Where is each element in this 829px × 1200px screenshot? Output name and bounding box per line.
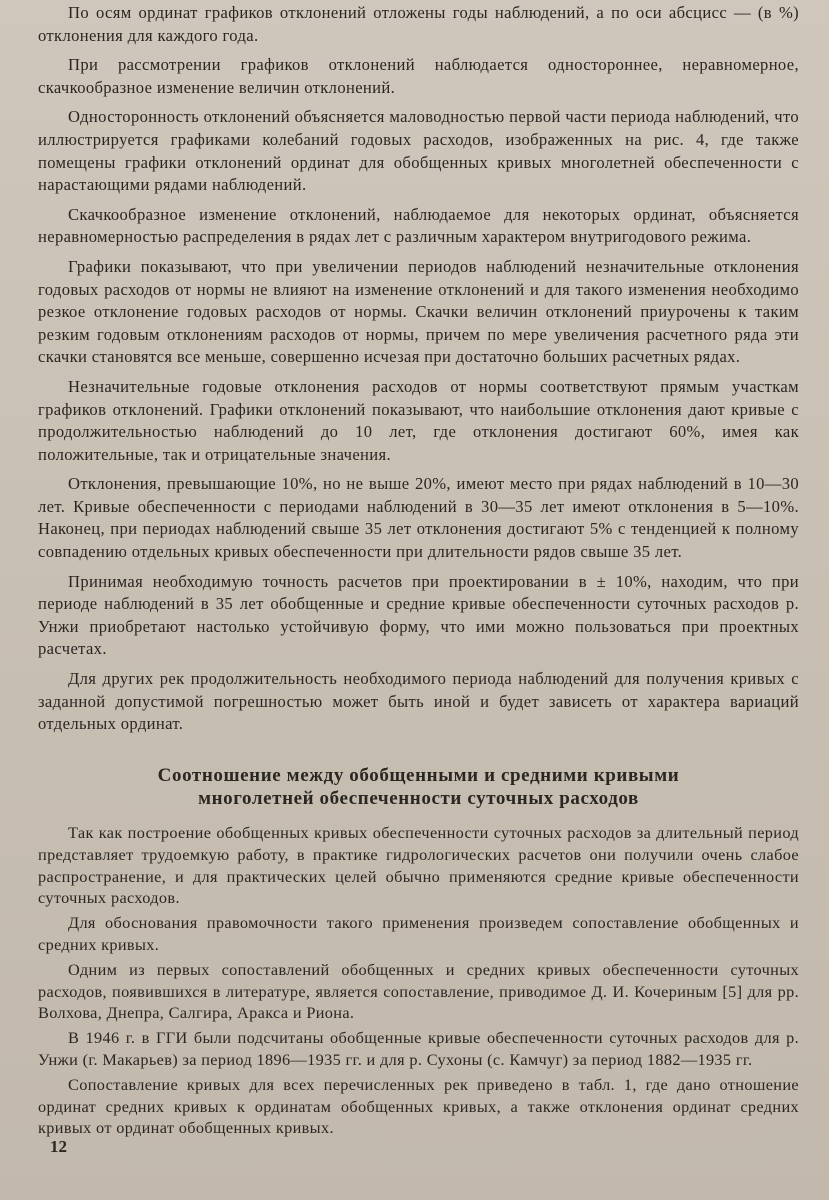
paragraph: Для обоснования правомочности такого применения произведем сопоставление обобщенных и средних кривых. bbox=[38, 913, 799, 954]
page-number: 12 bbox=[50, 1137, 67, 1156]
paragraph: Одним из первых сопоставлений обобщенных и средних кривых обеспеченности суточных расходов, появившихся в литературе, является сопоставление, приводимое Д. И. Кочериным [5] для рр. Волхова, Днепра, Салгира, Аракса и Риона. bbox=[38, 959, 799, 1023]
paragraph: Графики показывают, что при увеличении периодов наблюдений незначительные отклонения годовых расходов от нормы не влияют на изменение отклонений и для такого изменения необходимо резкое отклонение годовых расходов от нормы. Скачки величин отклонений приурочены к таким резким годовым отклонениям расходов от нормы, причем по мере увеличения расчетного ряда эти скачки становятся все меньше, совершенно исчезая при достаточно больших расчетных рядах. bbox=[38, 256, 799, 367]
paragraph: По осям ординат графиков отклонений отложены годы наблюдений, а по оси абсцисс — (в %) отклонения для каждого года. bbox=[38, 3, 799, 45]
paragraph: В 1946 г. в ГГИ были подсчитаны обобщенные кривые обеспеченности суточных расходов для р. Унжи (г. Макарьев) за период 1896—1935 гг. и для р. Сухоны (с. Камчуг) за период 1882—1935 гг. bbox=[38, 1028, 799, 1069]
section-comparison bbox=[38, 764, 799, 1142]
paragraph: Незначительные годовые отклонения расходов от нормы соответствуют прямым участкам графиков отклонений. Графики отклонений показывают, что наибольшие отклонения дают кривые с продолжительностью наблюдений до 10 лет, где отклонения достигают 60%, имея как положительные, так и отрицательные значения. bbox=[38, 376, 799, 464]
paragraph: Сопоставление кривых для всех перечисленных рек приведено в табл. 1, где дано отношение ординат средних кривых к ординатам обобщенных кривых, а также отклонения ординат средних кривых от ординат обобщенных кривых. bbox=[38, 1074, 799, 1138]
section-heading-line-1: Соотношение между обобщенными и средними кривыми bbox=[157, 765, 680, 786]
paragraph: Скачкообразное изменение отклонений, наблюдаемое для некоторых ординат, объясняется неравномерностью распределения в рядах лет с различным характером внутригодового режима. bbox=[38, 204, 799, 247]
paragraph: При рассмотрении графиков отклонений наблюдается одностороннее, неравномерное, скачкообразное изменение величин отклонений. bbox=[38, 55, 799, 97]
section-heading bbox=[38, 764, 799, 810]
paragraph: Принимая необходимую точность расчетов при проектировании в ± 10%, находим, что при периоде наблюдений в 35 лет обобщенные и средние кривые обеспеченности суточных расходов р. Унжи приобретают настолько устойчивую форму, что ими можно пользоваться при проектных расчетах. bbox=[38, 571, 799, 659]
paragraph: Отклонения, превышающие 10%, но не выше 20%, имеют место при рядах наблюдений в 10—30 лет. Кривые обеспеченности с периодами наблюдений в 30—35 лет имеют отклонения в 5—10%. Наконец, при периодах наблюдений свыше 35 лет отклонения достигают 5% с тенденцией к полному совпадению отдельных кривых обеспеченности при длительности рядов свыше 35 лет. bbox=[38, 474, 799, 562]
paragraph: Так как построение обобщенных кривых обеспеченности суточных расходов за длительный период представляет трудоемкую работу, в практике гидрологических расчетов они получили очень слабое распространение, и для практических целей обычно применяются средние кривые обеспеченности суточных расходов. bbox=[38, 823, 799, 908]
paragraph: Односторонность отклонений объясняется маловодностью первой части периода наблюдений, что иллюстрируется графиками колебаний годовых расходов, изображенных на рис. 4, где также помещены графики отклонений ординат для обобщенных кривых многолетней обеспеченности с нарастающими рядами наблюдений. bbox=[38, 107, 799, 195]
section-deviations-text bbox=[38, 2, 799, 743]
section-heading-line-2: многолетней обеспеченности суточных расходов bbox=[198, 788, 639, 809]
paragraph: Для других рек продолжительность необходимого периода наблюдений для получения кривых с заданной допустимой погрешностью может быть иной и будет зависеть от характера вариаций отдельных ординат. bbox=[38, 669, 799, 734]
